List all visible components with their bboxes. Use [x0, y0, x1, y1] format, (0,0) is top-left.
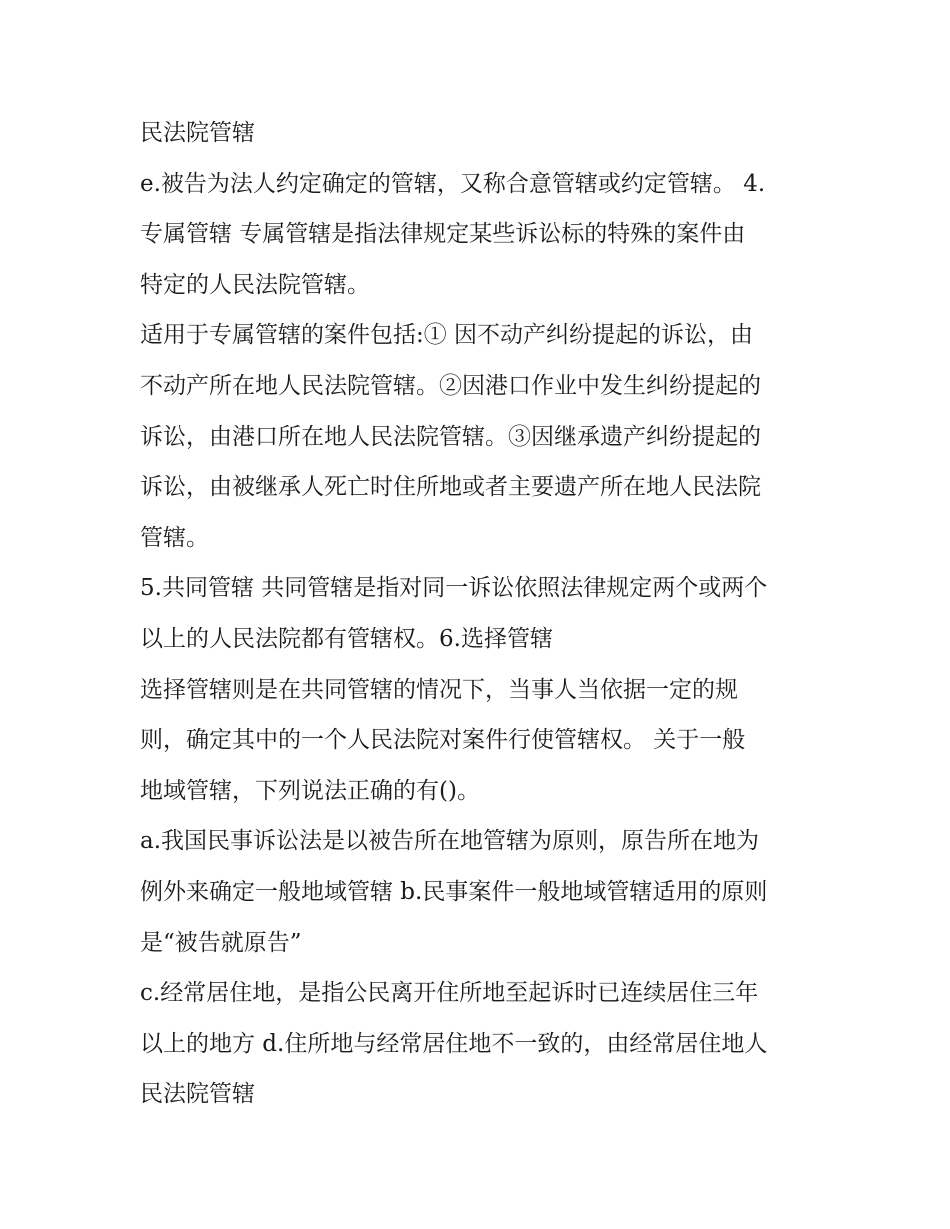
text-line: 民法院管辖 [140, 120, 255, 146]
text-line: 民法院管辖 [140, 1081, 255, 1108]
text-line: 是“被告就原告” [140, 929, 302, 956]
text-line: 专属管辖 专属管辖是指法律规定某些诉讼标的特殊的案件由 [140, 221, 746, 248]
text-line: 5.共同管辖 共同管辖是指对同一诉讼依照法律规定两个或两个 [140, 575, 768, 602]
text-line: 选择管辖则是在共同管辖的情况下，当事人当依据一定的规 [140, 676, 738, 703]
text-line: 以上的人民法院都有管辖权。6.选择管辖 [140, 625, 553, 652]
text-line: 诉讼，由港口所在地人民法院管辖。③因继承遗产纠纷提起的 [140, 423, 761, 450]
text-line: 例外来确定一般地域管辖 b.民事案件一般地域管辖适用的原则 [140, 878, 768, 905]
text-line: e.被告为法人约定确定的管辖，又称合意管辖或约定管辖。 4. [140, 170, 766, 197]
document-body [140, 108, 812, 1120]
text-line: 地域管辖，下列说法正确的有()。 [140, 777, 480, 804]
text-line: 特定的人民法院管辖。 [140, 271, 370, 298]
text-line: 以上的地方 d.住所地与经常居住地不一致的，由经常居住地人 [140, 1030, 768, 1057]
text-line: c.经常居住地，是指公民离开住所地至起诉时已连续居住三年 [140, 980, 759, 1007]
text-line: a.我国民事诉讼法是以被告所在地管辖为原则，原告所在地为 [140, 828, 760, 855]
text-line: 诉讼，由被继承人死亡时住所地或者主要遗产所在地人民法院 [140, 474, 761, 501]
text-line: 则，确定其中的一个人民法院对案件行使管辖权。 关于一般 [140, 727, 746, 754]
text-line: 适用于专属管辖的案件包括:① 因不动产纠纷提起的诉讼，由 [140, 322, 754, 349]
text-line: 管辖。 [140, 524, 209, 551]
text-line: 不动产所在地人民法院管辖。②因港口作业中发生纠纷提起的 [140, 372, 761, 399]
